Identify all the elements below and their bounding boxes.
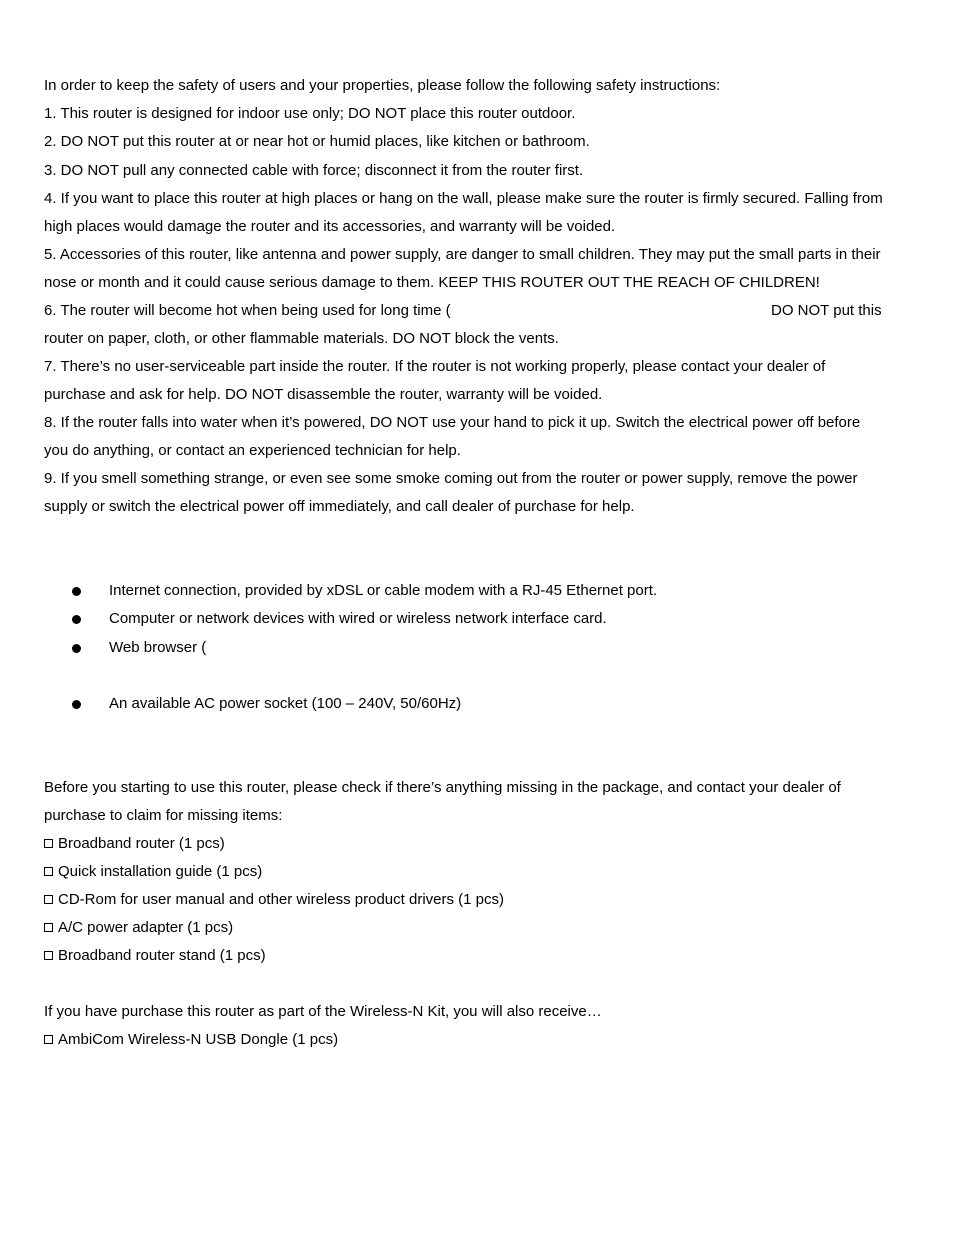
requirement-text: Internet connection, provided by xDSL or cable modem with a RJ-45 Ethernet port. [109,582,658,599]
safety-item-9-line-1: 9. If you smell something strange, or even see some smoke coming out from the router or power supply, remove the power [44,470,858,487]
safety-item-7-line-2: purchase and ask for help. DO NOT disassemble the router, warranty will be voided. [44,386,603,403]
kit-item-label: AmbiCom Wireless-N USB Dongle (1 pcs) [58,1031,339,1048]
checkbox-icon [44,895,53,904]
bullet-icon [72,700,81,709]
package-item-label: Broadband router stand (1 pcs) [58,947,266,964]
requirement-text: Computer or network devices with wired or wireless network interface card. [109,610,607,627]
bullet-icon [72,615,81,624]
package-item [44,947,266,965]
package-intro-line-2: purchase to claim for missing items: [44,807,283,824]
safety-item-7-line-1: 7. There’s no user-serviceable part inside the router. If the router is not working properly, please contact your dealer of [44,358,826,375]
safety-item-9-line-2: supply or switch the electrical power off immediately, and call dealer of purchase for help. [44,498,635,515]
kit-item [44,1031,338,1049]
safety-item-5-line-2: nose or month and it could cause serious damage to them. KEEP THIS ROUTER OUT THE REACH OF CHILDREN! [44,274,820,291]
safety-item-6-line-1: 6. The router will become hot when being used for long time ( [44,302,451,319]
safety-item-6-line-1-end: DO NOT put this [771,302,882,319]
package-item-label: Quick installation guide (1 pcs) [58,863,263,880]
safety-intro: In order to keep the safety of users and your properties, please follow the following safety instructions: [44,77,721,94]
checkbox-icon [44,839,53,848]
requirement-text: Web browser ( [109,639,207,656]
safety-item-2: 2. DO NOT put this router at or near hot or humid places, like kitchen or bathroom. [44,133,590,150]
checkbox-icon [44,867,53,876]
package-item [44,863,262,881]
safety-item-4-line-1: 4. If you want to place this router at high places or hang on the wall, please make sure the router is firmly secured. Falling from [44,190,883,207]
package-item [44,835,225,853]
package-item-label: A/C power adapter (1 pcs) [58,919,234,936]
checkbox-icon [44,951,53,960]
safety-item-8-line-1: 8. If the router falls into water when it’s powered, DO NOT use your hand to pick it up. Switch the electrical power off before [44,414,861,431]
safety-item-8-line-2: you do anything, or contact an experienced technician for help. [44,442,461,459]
safety-item-1: 1. This router is designed for indoor use only; DO NOT place this router outdoor. [44,105,576,122]
bullet-icon [72,587,81,596]
requirement-text: An available AC power socket (100 – 240V, 50/60Hz) [109,695,462,712]
checkbox-icon [44,923,53,932]
checkbox-icon [44,1035,53,1044]
safety-item-3: 3. DO NOT pull any connected cable with force; disconnect it from the router first. [44,162,584,179]
package-item-label: Broadband router (1 pcs) [58,835,225,852]
safety-item-4-line-2: high places would damage the router and its accessories, and warranty will be voided. [44,218,616,235]
package-item [44,891,504,909]
bullet-icon [72,644,81,653]
package-intro-line-1: Before you starting to use this router, please check if there’s anything missing in the package, and contact your dealer of [44,779,841,796]
kit-intro: If you have purchase this router as part of the Wireless-N Kit, you will also receive… [44,1003,602,1020]
safety-item-5-line-1: 5. Accessories of this router, like antenna and power supply, are danger to small children. They may put the small parts in their [44,246,881,263]
package-item-label: CD-Rom for user manual and other wireless product drivers (1 pcs) [58,891,504,908]
safety-item-6-line-2: router on paper, cloth, or other flammable materials. DO NOT block the vents. [44,330,559,347]
package-item [44,919,233,937]
